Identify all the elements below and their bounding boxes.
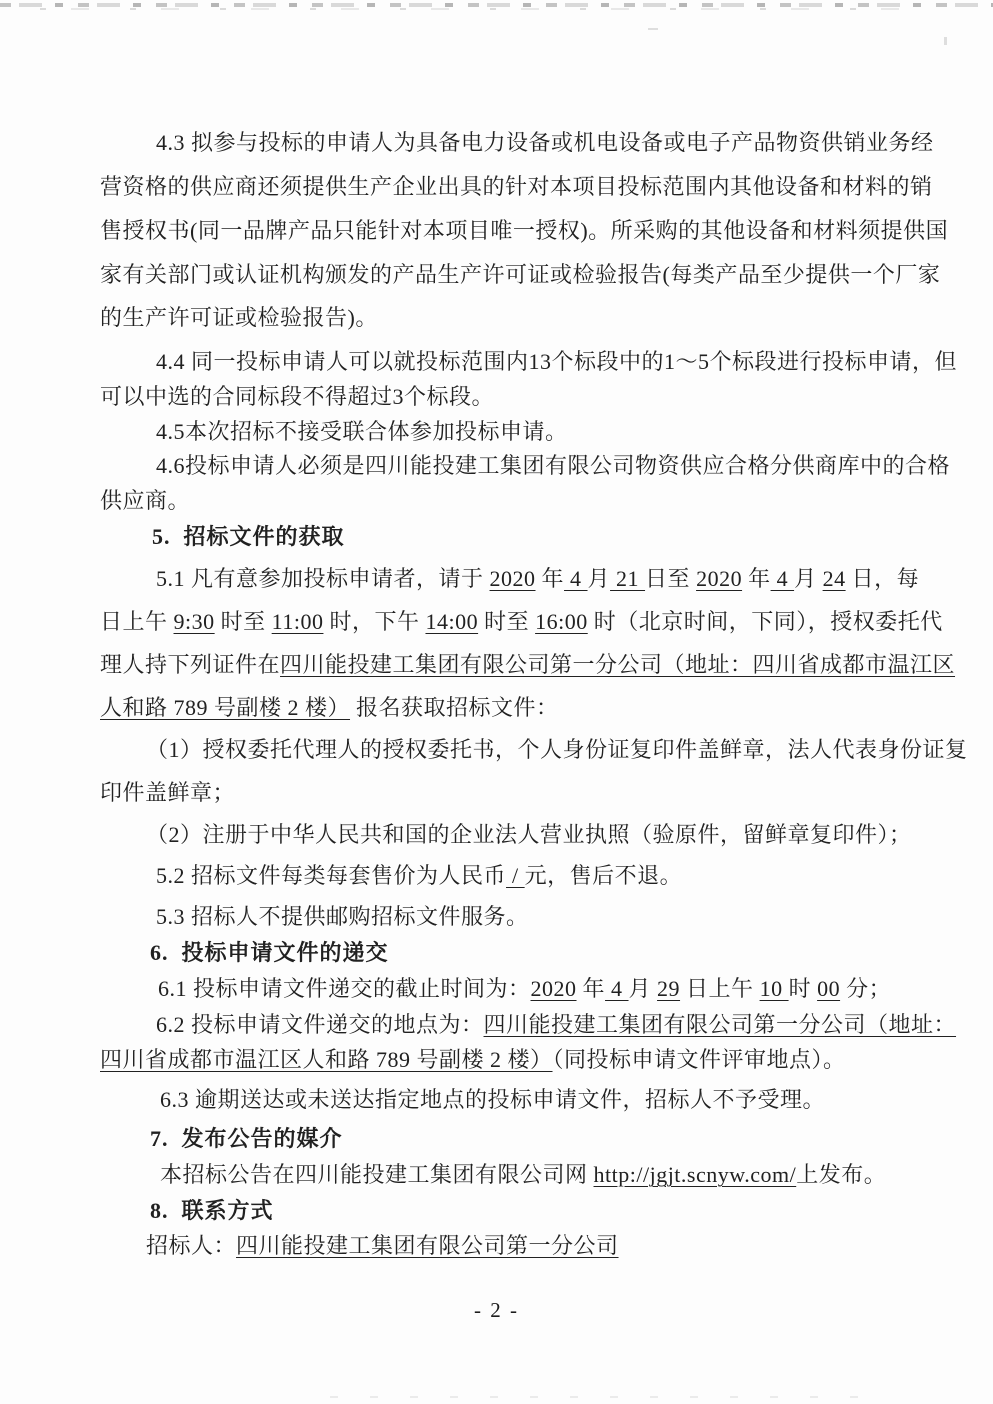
underlined-field: 2020 <box>489 566 536 591</box>
text-segment: 时至 <box>214 609 272 634</box>
text-segment: 8. 联系方式 <box>150 1198 274 1223</box>
text-line <box>146 1231 619 1261</box>
section-heading-line <box>150 1124 343 1154</box>
text-segment: 4.3 拟参与投标的申请人为具备电力设备或机电设备或电子产品物资供销业务经 <box>156 130 934 155</box>
underlined-field: 10 <box>759 976 789 1001</box>
text-segment: 4.5本次招标不接受联合体参加投标申请。 <box>156 419 568 444</box>
text-line <box>158 974 891 1004</box>
text-line <box>100 382 494 412</box>
text-segment: 时，下午 <box>323 609 426 634</box>
text-segment: 营资格的供应商还须提供生产企业出具的针对本项目投标范围内其他设备和材料的销 <box>100 174 933 199</box>
text-segment: 月 <box>628 976 658 1001</box>
underlined-field: 29 <box>657 976 681 1001</box>
text-line <box>156 128 934 158</box>
section-heading-line <box>152 522 345 552</box>
text-segment: 供应商。 <box>100 488 191 513</box>
text-line <box>100 650 955 680</box>
text-line <box>160 1085 825 1115</box>
text-segment: 分； <box>840 976 892 1001</box>
text-line <box>156 1010 956 1040</box>
underlined-field: 四川省成都市温江区人和路 789 号副楼 2 楼） <box>100 1047 553 1072</box>
scan-artifact-top <box>0 3 993 7</box>
underlined-field: 四川能投建工集团有限公司第一分公司（地址：四川省成都市温江区 <box>280 652 956 677</box>
text-segment: 可以中选的合同标段不得超过3个标段。 <box>100 384 495 409</box>
text-line <box>156 564 919 594</box>
text-line <box>156 347 957 377</box>
text-segment: 报名获取招标文件： <box>350 695 559 720</box>
text-line <box>160 1160 886 1190</box>
underlined-field: 24 <box>822 566 846 591</box>
text-line <box>100 172 933 202</box>
text-segment: 5.2 招标文件每类每套售价为人民币 <box>156 863 507 888</box>
underlined-field: 2020 <box>530 976 577 1001</box>
underlined-field: 4 <box>770 566 795 591</box>
text-segment: 年 <box>576 976 606 1001</box>
text-segment: 元，售后不退。 <box>524 863 683 888</box>
text-segment: 日至 <box>645 566 697 591</box>
text-line <box>146 735 968 765</box>
text-segment: 5. 招标文件的获取 <box>152 524 345 549</box>
text-segment: 4.6投标申请人必须是四川能投建工集团有限公司物资供应合格分供商库中的合格 <box>156 453 951 478</box>
text-line <box>100 260 940 290</box>
text-segment: 日上午 <box>100 609 174 634</box>
text-line <box>156 451 950 481</box>
text-segment: 时至 <box>478 609 536 634</box>
text-line <box>156 902 529 932</box>
underlined-field: 9:30 <box>173 609 215 634</box>
text-segment: （同投标申请文件评审地点）。 <box>552 1047 846 1072</box>
text-segment: 本招标公告在四川能投建工集团有限公司网 <box>160 1162 594 1187</box>
scan-speck <box>944 37 947 45</box>
text-line <box>100 216 948 246</box>
underlined-field: 00 <box>817 976 841 1001</box>
text-segment: 5.3 招标人不提供邮购招标文件服务。 <box>156 904 529 929</box>
text-segment: 印件盖鲜章； <box>100 780 236 805</box>
underlined-field: 16:00 <box>535 609 588 634</box>
underlined-field: 21 <box>610 566 646 591</box>
underlined-field: 11:00 <box>271 609 324 634</box>
text-line <box>100 607 943 637</box>
text-segment: 7. 发布公告的媒介 <box>150 1126 343 1151</box>
text-segment: 理人持下列证件在 <box>100 652 281 677</box>
text-segment: （2）注册于中华人民共和国的企业法人营业执照（验原件，留鲜章复印件）； <box>146 822 912 847</box>
text-segment: 时 <box>788 976 818 1001</box>
text-line <box>100 303 378 333</box>
underlined-field: / <box>506 863 525 888</box>
section-heading-line <box>150 938 389 968</box>
underlined-field: 4 <box>605 976 629 1001</box>
text-segment: （1）授权委托代理人的授权委托书，个人身份证复印件盖鲜章，法人代表身份证复 <box>146 737 968 762</box>
text-segment: 年 <box>742 566 771 591</box>
text-segment: 6.2 投标申请文件递交的地点为： <box>156 1012 484 1037</box>
underlined-field: 人和路 789 号副楼 2 楼） <box>100 695 351 720</box>
text-line <box>100 778 235 808</box>
text-segment: 日，每 <box>845 566 920 591</box>
text-segment: 月 <box>794 566 823 591</box>
text-segment: 年 <box>535 566 565 591</box>
underlined-field: 4 <box>564 566 588 591</box>
scan-artifact-bottom <box>330 1396 890 1398</box>
page-number: - 2 - <box>474 1298 519 1322</box>
text-line <box>156 861 682 891</box>
section-heading-line <box>150 1196 274 1226</box>
underlined-field: 14:00 <box>425 609 479 634</box>
underlined-field: http://jgjt.scnyw.com/ <box>593 1162 797 1187</box>
underlined-field: 2020 <box>696 566 743 591</box>
underlined-field: 四川能投建工集团有限公司第一分公司 <box>236 1233 619 1258</box>
scan-artifact-top-secondary <box>40 8 920 10</box>
text-line <box>100 486 190 516</box>
text-segment: 4.4 同一投标申请人可以就投标范围内13个标段中的1～5个标段进行投标申请，但 <box>156 349 958 374</box>
text-segment: 5.1 凡有意参加投标申请者，请于 <box>156 566 490 591</box>
text-segment: 家有关部门或认证机构颁发的产品生产许可证或检验报告(每类产品至少提供一个厂家 <box>100 262 941 287</box>
text-segment: 6.3 逾期送达或未送达指定地点的投标申请文件，招标人不予受理。 <box>160 1087 826 1112</box>
text-line <box>156 417 568 447</box>
scan-speck <box>648 28 658 30</box>
text-line <box>146 820 912 850</box>
text-line <box>100 693 559 723</box>
text-segment: 上发布。 <box>796 1162 887 1187</box>
text-segment: 售授权书(同一品牌产品只能针对本项目唯一授权)。所采购的其他设备和材料须提供国 <box>100 218 949 243</box>
text-line <box>100 1045 846 1075</box>
text-segment: 6.1 投标申请文件递交的截止时间为： <box>158 976 531 1001</box>
underlined-field: 四川能投建工集团有限公司第一分公司（地址： <box>483 1012 957 1037</box>
text-segment: 的生产许可证或检验报告)。 <box>100 305 378 330</box>
text-segment: 时（北京时间，下同），授权委托代 <box>587 609 943 634</box>
text-segment: 招标人： <box>146 1233 237 1258</box>
text-segment: 日上午 <box>680 976 760 1001</box>
text-segment: 月 <box>587 566 611 591</box>
text-segment: 6. 投标申请文件的递交 <box>150 940 389 965</box>
